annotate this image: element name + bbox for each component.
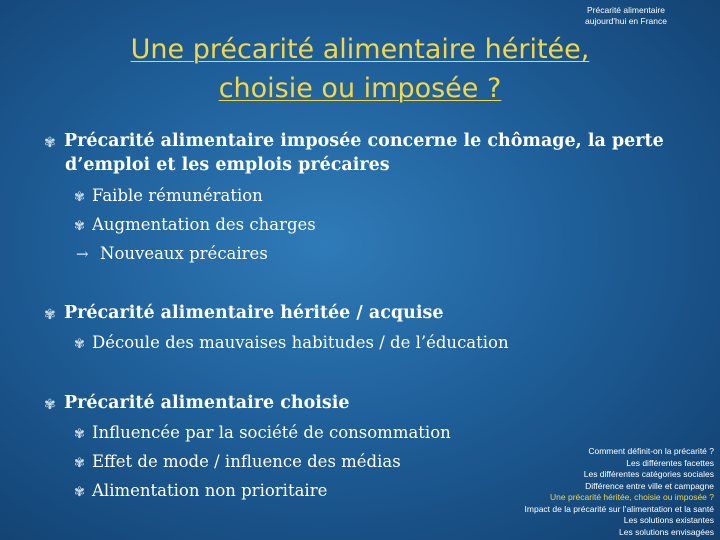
caption-line-1: Précarité alimentaire (587, 5, 665, 15)
list-item-text: Augmentation des charges (92, 215, 316, 234)
list-item-text: Faible rémunération (92, 186, 263, 205)
nav-item-current[interactable]: Une précarité héritée, choisie ou imposée ? (550, 492, 714, 502)
list-item (74, 214, 316, 236)
heading-text: Précarité alimentaire héritée / acquise (64, 303, 444, 323)
flourish-bullet-icon: ✾ (44, 397, 56, 413)
section-inherited-heading (44, 301, 684, 325)
list-item (74, 480, 327, 502)
list-item-text: Alimentation non prioritaire (92, 481, 328, 500)
heading-text-line-2: d’emploi et les emplois précaires (65, 155, 390, 175)
list-item (74, 451, 401, 473)
flourish-bullet-icon: ✾ (74, 337, 85, 352)
nav-item[interactable]: Les différentes catégories sociales (583, 469, 714, 479)
flourish-bullet-icon: ✾ (74, 190, 85, 205)
slide-title (60, 30, 660, 108)
nav-item[interactable]: Différence entre ville et campagne (585, 480, 714, 491)
slide-navigation (434, 446, 714, 538)
right-arrow-icon: → (76, 245, 89, 263)
arrow-item-text: Nouveaux précaires (100, 244, 268, 263)
nav-item[interactable]: Les différentes facettes (626, 457, 714, 468)
flourish-bullet-icon: ✾ (74, 427, 85, 442)
slide-title-line-2: choisie ou imposée ? (218, 73, 502, 104)
list-item (74, 185, 263, 207)
list-item-text: Influencée par la société de consommation (92, 423, 451, 442)
presentation-caption (556, 5, 696, 27)
list-item-text: Découle des mauvaises habitudes / de l’éducation (92, 333, 509, 352)
flourish-bullet-icon: ✾ (44, 307, 56, 323)
slide-title-line-1: Une précarité alimentaire héritée, (130, 34, 590, 65)
heading-text-line-1: Précarité alimentaire imposée concerne le chômage, la perte (64, 131, 664, 151)
heading-text: Précarité alimentaire choisie (64, 393, 350, 413)
nav-item[interactable]: Les solutions existantes (623, 515, 714, 525)
list-item (74, 422, 451, 444)
flourish-bullet-icon: ✾ (74, 219, 85, 234)
flourish-bullet-icon: ✾ (74, 456, 85, 471)
list-item (74, 332, 509, 354)
flourish-bullet-icon: ✾ (74, 485, 85, 500)
section-chosen-heading (44, 391, 684, 415)
list-item-text: Effet de mode / influence des médias (92, 452, 401, 471)
nav-item[interactable]: Comment définit-on la précarité ? (588, 446, 714, 456)
nav-item[interactable]: Les solutions envisagées (619, 526, 714, 537)
arrow-list-item (76, 243, 268, 265)
flourish-bullet-icon: ✾ (44, 135, 56, 151)
caption-line-2: aujourd'hui en France (585, 16, 667, 26)
section-imposed-heading (44, 129, 684, 177)
nav-item[interactable]: Impact de la précarité sur l’alimentation et la santé (524, 503, 714, 514)
